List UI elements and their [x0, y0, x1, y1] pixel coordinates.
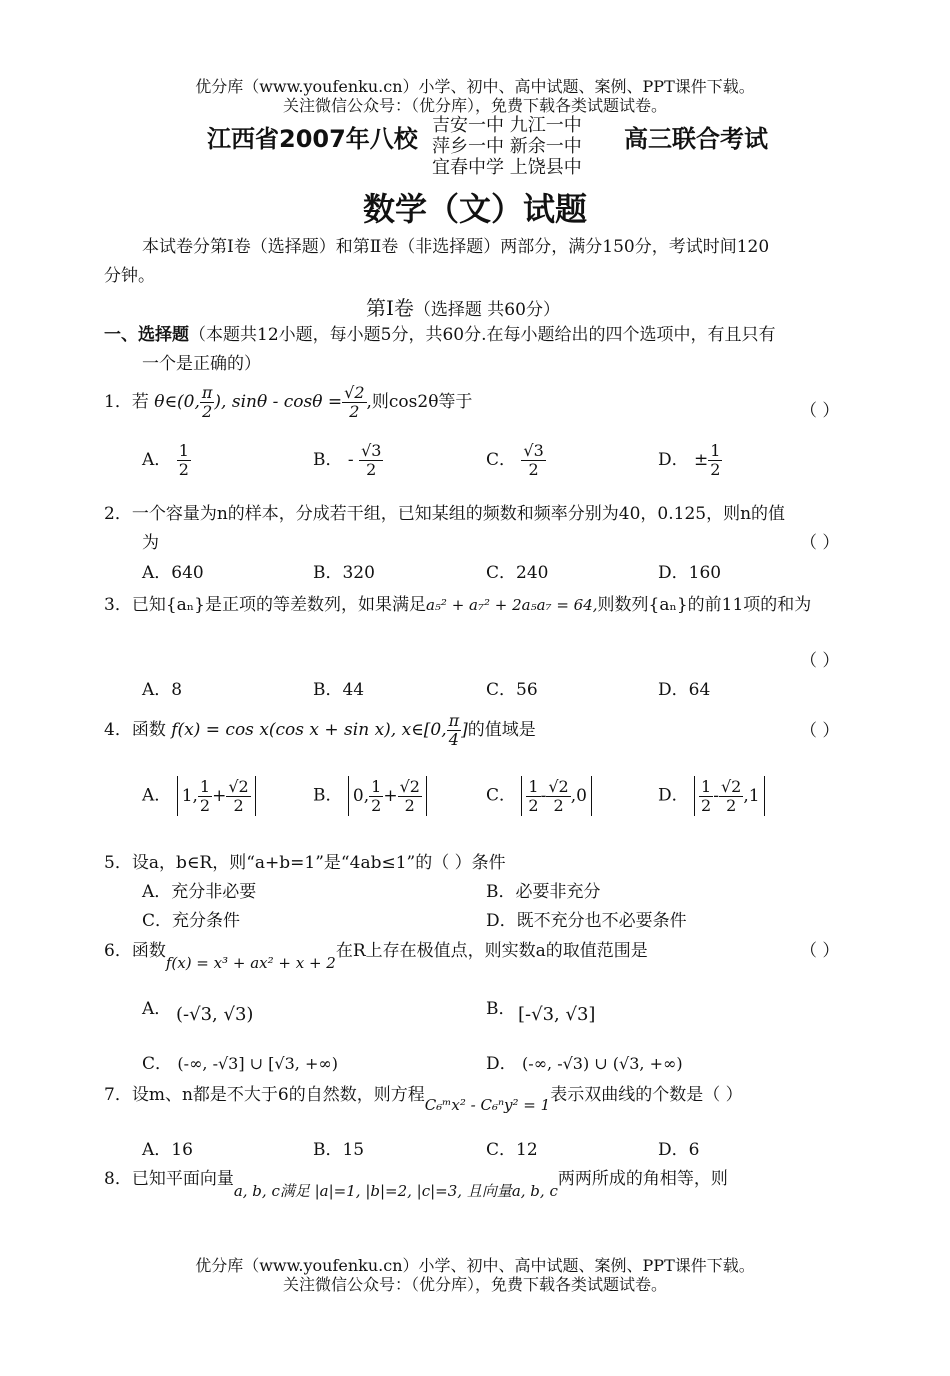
- q6-formula: f(x) = x³ + ax² + x + 2: [165, 954, 336, 972]
- header-line-1: 优分库（www.youfenku.cn）小学、初中、高中试题、案例、PPT课件下载。: [195, 77, 755, 96]
- q5-text: 设a，b∈R，则“a+b=1”是“4ab≤1”的（ ）条件: [131, 853, 506, 873]
- q5-option-b: B．必要非充分: [486, 882, 601, 902]
- q6-answer-paren: （ ）: [800, 941, 840, 961]
- school-row-2: 萍乡一中 新余一中: [432, 136, 582, 157]
- q4-option-d: D． $\frac{1}{2}$ - $\frac{√2}{2}$ ,1: [658, 776, 765, 816]
- exam-title-left: 江西省2007年八校: [207, 125, 418, 153]
- footer-line-1: 优分库（www.youfenku.cn）小学、初中、高中试题、案例、PPT课件下载。: [195, 1256, 755, 1275]
- q1-option-d: D． ± $\frac{1}{2}$: [658, 441, 721, 479]
- question-3: 3．已知{aₙ}是正项的等差数列，如果满足a₅² + a₇² + 2a₅a₇ = 64,则数列{aₙ}的前11项的和为: [104, 595, 812, 615]
- school-list: [432, 115, 582, 178]
- q1-answer-paren: （ ）: [800, 401, 840, 421]
- q4-option-b: B． 0, $\frac{1}{2}$ + $\frac{√2}{2}$: [313, 776, 427, 816]
- q1-option-a: A． $\frac{1}{2}$: [142, 441, 189, 479]
- question-8: 8．已知平面向量a, b, c满足 |a|=1, |b|=2, |c|=3, 且向量a, b, c两两所成的角相等，则: [104, 1169, 728, 1200]
- school-row-1: 吉安一中 九江一中: [432, 115, 582, 136]
- question-7: 7．设m、n都是不大于6的自然数，则方程C₆ᵐx² - C₆ⁿy² = 1表示双曲线的个数是（ ）: [104, 1085, 743, 1114]
- q7-option-b: B．15: [313, 1140, 365, 1160]
- q6-option-b-label: B．: [486, 999, 516, 1019]
- school-row-3: 宜春中学 上饶县中: [432, 157, 582, 178]
- subject-title: 数学（文）试题: [362, 190, 587, 228]
- intro-line-1: 本试卷分第Ⅰ卷（选择题）和第Ⅱ卷（非选择题）两部分，满分150分，考试时间120: [142, 237, 770, 257]
- q4-option-a: A． 1, $\frac{1}{2}$ + $\frac{√2}{2}$: [142, 776, 256, 816]
- question-2: 2．一个容量为n的样本，分成若干组，已知某组的频数和频率分别为40，0.125，则n的值: [104, 504, 786, 524]
- exam-title-right: 高三联合考试: [624, 125, 768, 153]
- q2-line-1: 一个容量为n的样本，分成若干组，已知某组的频数和频率分别为40，0.125，则n的值: [131, 504, 786, 524]
- section-desc-1: （本题共12小题，每小题5分，共60分.在每小题给出的四个选项中，有且只有: [189, 325, 776, 345]
- part1-heading: [366, 292, 560, 321]
- q6-option-a: (-√3, √3): [176, 1004, 254, 1025]
- q4-formula: f(x) = cos x(cos x + sin x), x∈[0, $\frac{\pi}{4}$ ]: [171, 711, 468, 749]
- q1-option-b: B． - $\frac{√3}{2}$: [313, 441, 382, 479]
- q3-option-a: A．8: [142, 680, 183, 700]
- q2-option-b: B．320: [313, 563, 375, 583]
- q3-answer-paren: （ ）: [800, 651, 840, 671]
- q3-formula: a₅² + a₇² + 2a₅a₇ = 64,: [425, 596, 598, 614]
- q5-option-a: A．充分非必要: [142, 882, 257, 902]
- q3-option-b: B．44: [313, 680, 365, 700]
- q2-option-c: C．240: [486, 563, 549, 583]
- q1-text-post: ,则cos2θ等于: [366, 392, 473, 412]
- q7-option-c: C．12: [486, 1140, 538, 1160]
- q7-option-d: D．6: [658, 1140, 700, 1160]
- footer-line-2: 关注微信公众号：（优分库），免费下载各类试题试卷。: [282, 1275, 667, 1294]
- question-4: 4．函数 f(x) = cos x(cos x + sin x), x∈[0, $\frac{\pi}{4}$ ]的值域是: [104, 711, 536, 749]
- q6-option-c: C． (-∞, -√3] ∪ [√3, +∞): [142, 1054, 338, 1074]
- section-desc-2: 一个是正确的）: [142, 354, 261, 374]
- q5-option-d: D．既不充分也不必要条件: [486, 911, 687, 931]
- part1-subtitle: （选择题 共60分）: [413, 300, 560, 320]
- q6-option-b: [-√3, √3]: [518, 1004, 596, 1025]
- q1-option-c: C． $\frac{√3}{2}$: [486, 441, 544, 479]
- section-title: 一、选择题: [104, 325, 189, 345]
- q4-answer-paren: （ ）: [800, 721, 840, 741]
- q7-option-a: A．16: [142, 1140, 193, 1160]
- q7-formula: C₆ᵐx² - C₆ⁿy² = 1: [424, 1096, 551, 1114]
- question-1: [104, 384, 472, 421]
- part1-title: 第Ⅰ卷: [366, 296, 414, 320]
- q1-condition: θ∈(0, $\frac{\pi}{2}$ ), sinθ - cosθ = $\frac{√2}{2}$: [154, 383, 365, 421]
- question-6: 6．函数f(x) = x³ + ax² + x + 2在R上存在极值点，则实数a的取值范围是: [104, 941, 648, 972]
- question-5: 5．设a，b∈R，则“a+b=1”是“4ab≤1”的（ ）条件: [104, 853, 506, 873]
- q2-option-a: A．640: [142, 563, 204, 583]
- q5-option-c: C．充分条件: [142, 911, 241, 931]
- q1-text-pre: 若: [131, 392, 149, 412]
- q2-answer-paren: （ ）: [800, 533, 840, 553]
- q6-option-d: D． (-∞, -√3) ∪ (√3, +∞): [486, 1054, 683, 1074]
- q3-option-d: D．64: [658, 680, 711, 700]
- q2-option-d: D．160: [658, 563, 722, 583]
- q8-formula: a, b, c满足 |a|=1, |b|=2, |c|=3, 且向量a, b, c: [233, 1182, 558, 1200]
- q4-option-c: C． $\frac{1}{2}$ - $\frac{√2}{2}$ ,0: [486, 776, 592, 816]
- header-line-2: 关注微信公众号：（优分库），免费下载各类试题试卷。: [282, 96, 667, 115]
- section-heading: [104, 324, 775, 346]
- intro-line-2: 分钟。: [104, 266, 155, 286]
- q1-num: 1．: [104, 392, 132, 412]
- q6-option-a-label: A．: [142, 999, 172, 1019]
- q2-line-2: 为: [142, 533, 159, 553]
- q3-option-c: C．56: [486, 680, 538, 700]
